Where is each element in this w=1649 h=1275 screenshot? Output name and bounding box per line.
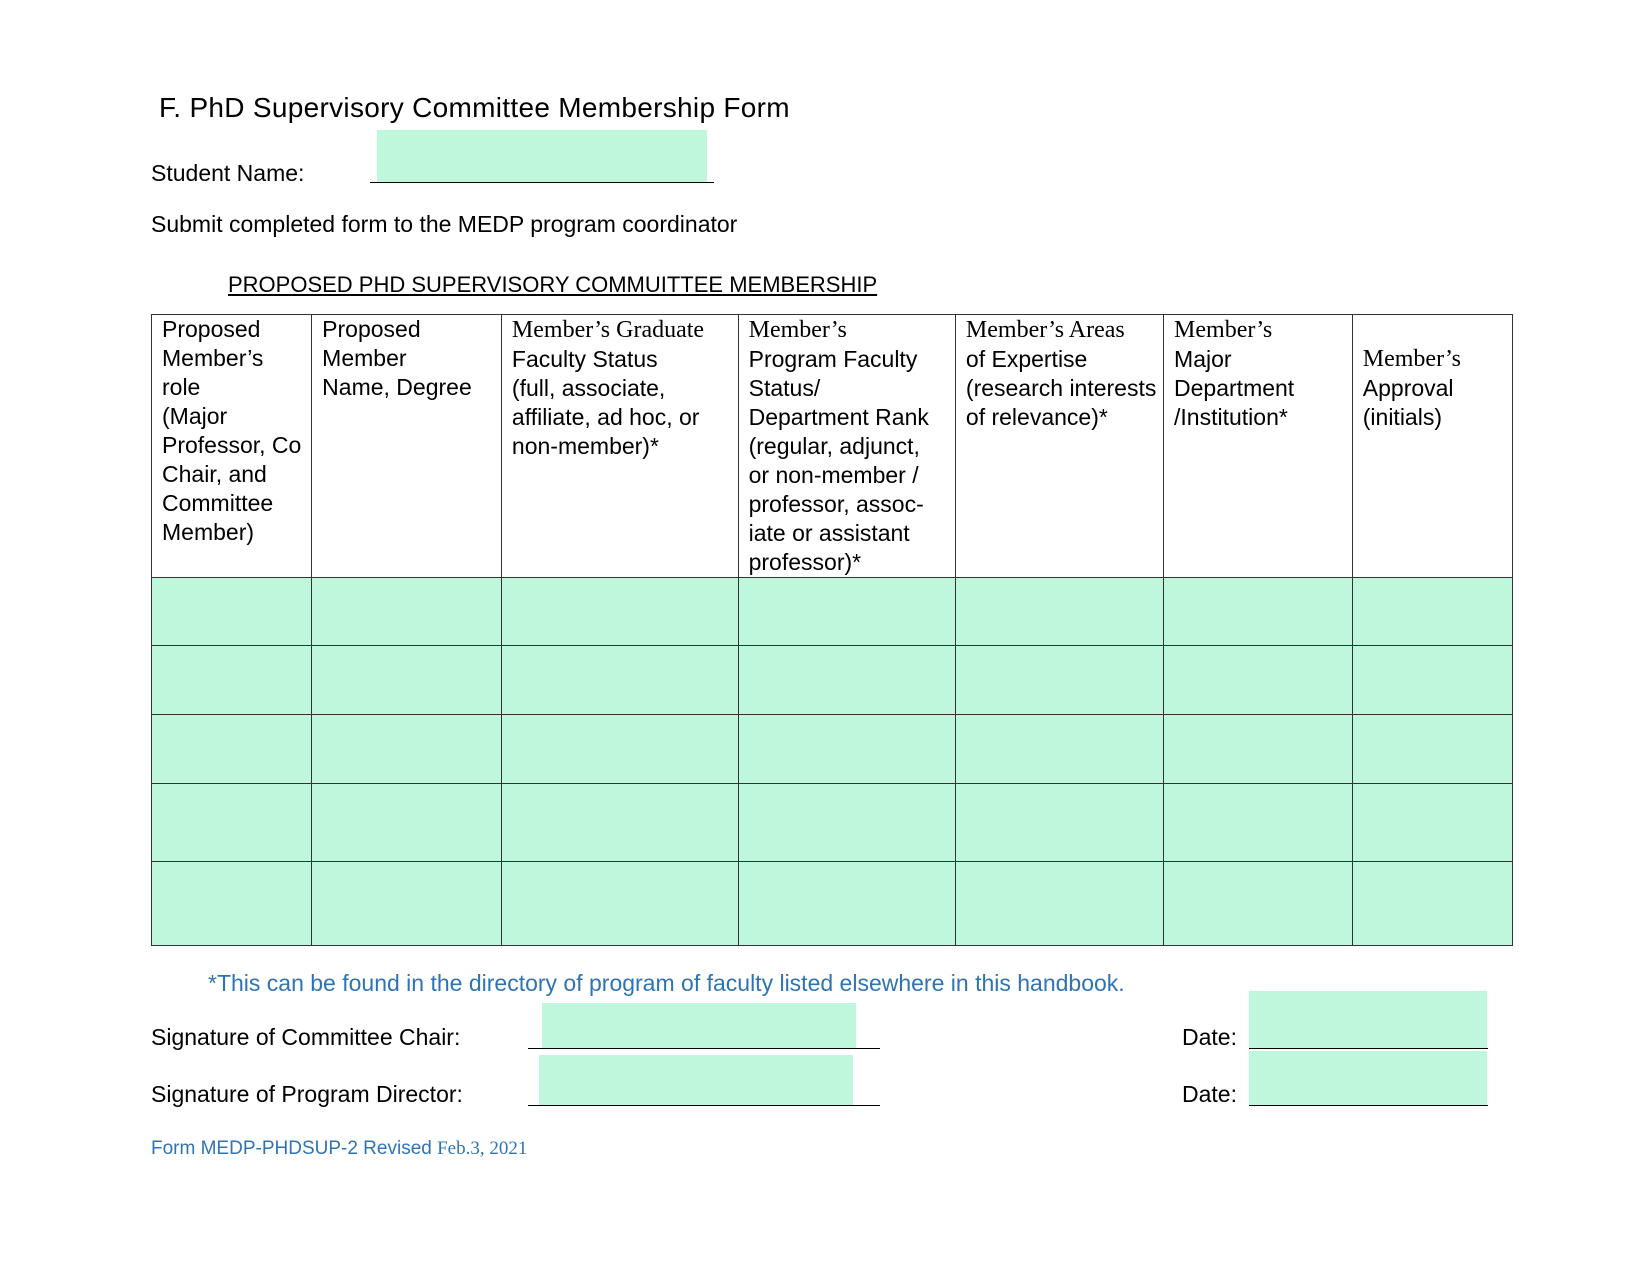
signature-director-underline <box>528 1105 880 1106</box>
expertise-cell[interactable] <box>955 646 1163 715</box>
col-header-areas-of-expertise: Member’s Areas of Expertise (research interests of relevance)* <box>955 315 1163 578</box>
role-cell[interactable] <box>152 715 312 784</box>
department-cell[interactable] <box>1164 715 1353 784</box>
form-revision-footer <box>151 1138 527 1160</box>
col-header-program-faculty-status: Member’s Program Faculty Status/ Department Rank (regular, adjunct, or non-member / professor, assoc- iate or assistant professor)* <box>738 315 955 578</box>
member-row <box>152 862 1513 946</box>
col-header-approval: Member’s Approval (initials) <box>1352 315 1512 578</box>
signature-chair-label: Signature of Committee Chair: <box>151 1024 461 1050</box>
program-status-cell[interactable] <box>738 578 955 646</box>
date-field-chair[interactable] <box>1249 991 1487 1048</box>
col-header-graduate-faculty-status: Member’s Graduate Faculty Status (full, associate, affiliate, ad hoc, or non-member)* <box>501 315 738 578</box>
form-title: F. PhD Supervisory Committee Membership Form <box>159 92 790 123</box>
member-row <box>152 578 1513 646</box>
signature-chair-field[interactable] <box>542 1003 856 1048</box>
approval-cell[interactable] <box>1352 646 1512 715</box>
student-name-field[interactable] <box>377 130 707 182</box>
role-cell[interactable] <box>152 862 312 946</box>
department-cell[interactable] <box>1164 784 1353 862</box>
graduate-status-cell[interactable] <box>501 715 738 784</box>
department-cell[interactable] <box>1164 646 1353 715</box>
expertise-cell[interactable] <box>955 578 1163 646</box>
graduate-status-cell[interactable] <box>501 784 738 862</box>
signature-director-label: Signature of Program Director: <box>151 1081 463 1107</box>
footer-revision-date: Feb.3, 2021 <box>437 1138 528 1159</box>
approval-cell[interactable] <box>1352 715 1512 784</box>
program-status-cell[interactable] <box>738 715 955 784</box>
approval-cell[interactable] <box>1352 578 1512 646</box>
graduate-status-cell[interactable] <box>501 578 738 646</box>
date-field-director[interactable] <box>1249 1051 1487 1105</box>
approval-cell[interactable] <box>1352 862 1512 946</box>
date-underline-director <box>1249 1105 1488 1106</box>
graduate-status-cell[interactable] <box>501 862 738 946</box>
instruction-text: Submit completed form to the MEDP program coordinator <box>151 211 738 237</box>
signature-chair-underline <box>528 1048 880 1049</box>
role-cell[interactable] <box>152 784 312 862</box>
name-degree-cell[interactable] <box>312 715 502 784</box>
name-degree-cell[interactable] <box>312 578 502 646</box>
student-name-label: Student Name: <box>151 160 305 186</box>
committee-table <box>151 314 1513 946</box>
graduate-status-cell[interactable] <box>501 646 738 715</box>
program-status-cell[interactable] <box>738 784 955 862</box>
signature-director-field[interactable] <box>539 1055 853 1105</box>
role-cell[interactable] <box>152 646 312 715</box>
member-row <box>152 715 1513 784</box>
role-cell[interactable] <box>152 578 312 646</box>
col-header-name-degree: Proposed Member Name, Degree <box>312 315 502 578</box>
col-header-role: Proposed Member’s role (Major Professor, Co Chair, and Committee Member) <box>152 315 312 578</box>
footer-form-id: Form MEDP-PHDSUP-2 Revised <box>151 1138 438 1159</box>
table-header-row <box>152 315 1513 578</box>
name-degree-cell[interactable] <box>312 862 502 946</box>
department-cell[interactable] <box>1164 862 1353 946</box>
directory-note: *This can be found in the directory of program of faculty listed elsewhere in this handbook. <box>208 970 1125 996</box>
expertise-cell[interactable] <box>955 784 1163 862</box>
name-degree-cell[interactable] <box>312 646 502 715</box>
expertise-cell[interactable] <box>955 715 1163 784</box>
approval-cell[interactable] <box>1352 784 1512 862</box>
date-underline-chair <box>1249 1048 1488 1049</box>
date-label-director: Date: <box>1182 1081 1237 1107</box>
date-label-chair: Date: <box>1182 1024 1237 1050</box>
department-cell[interactable] <box>1164 578 1353 646</box>
name-degree-cell[interactable] <box>312 784 502 862</box>
program-status-cell[interactable] <box>738 646 955 715</box>
member-row <box>152 646 1513 715</box>
table-heading: PROPOSED PHD SUPERVISORY COMMUITTEE MEMBERSHIP <box>228 272 878 297</box>
student-name-underline <box>370 182 714 183</box>
col-header-department-institution: Member’s Major Department /Institution* <box>1164 315 1353 578</box>
member-row <box>152 784 1513 862</box>
program-status-cell[interactable] <box>738 862 955 946</box>
expertise-cell[interactable] <box>955 862 1163 946</box>
